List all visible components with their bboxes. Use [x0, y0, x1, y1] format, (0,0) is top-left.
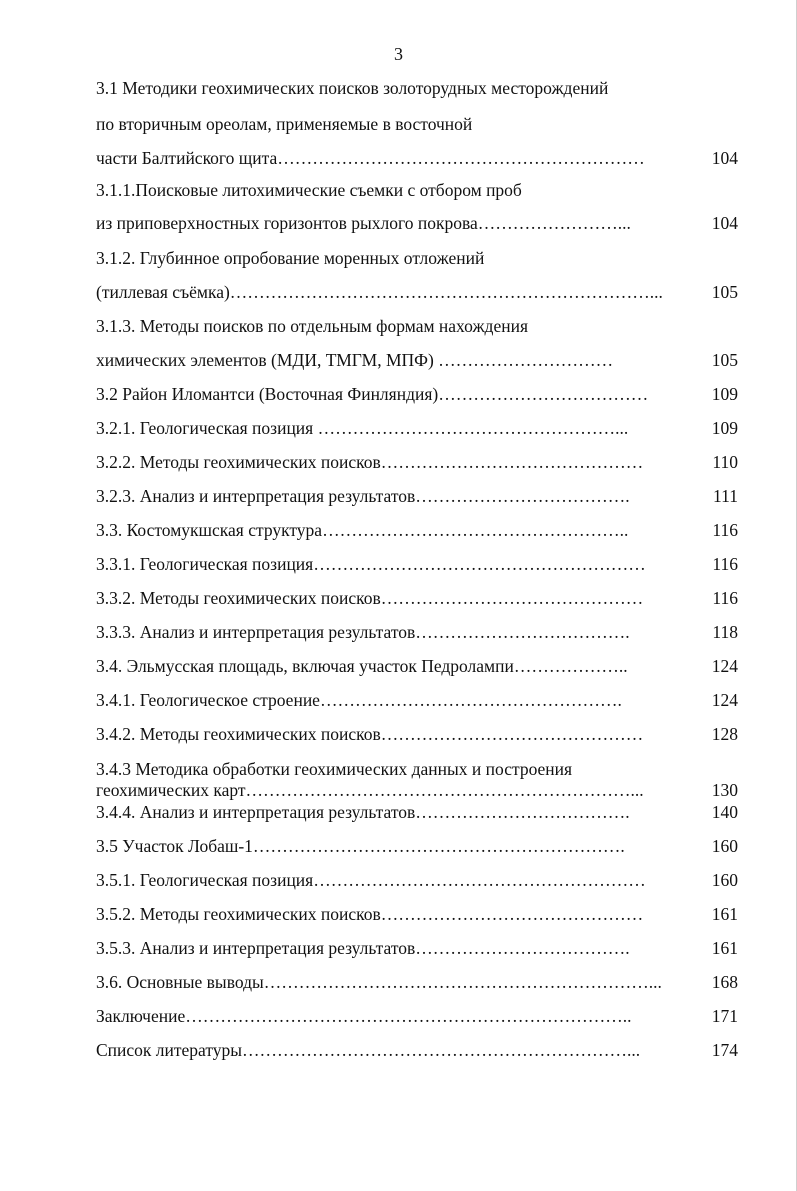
toc-entry-text: 3.1 Методики геохимических поисков золоторудных месторождений [96, 78, 609, 98]
toc-entry-text: 3.4.1. Геологическое строение……………………………………………. [96, 690, 622, 710]
toc-line [96, 724, 742, 748]
toc-entry-text: 3.5.1. Геологическая позиция………………………………………………… [96, 870, 646, 890]
toc-line [96, 870, 742, 894]
toc-page-number: 171 [711, 1006, 738, 1026]
toc-line [96, 180, 742, 200]
toc-entry-text: химических элементов (МДИ, ТМГМ, МПФ) ………………………… [96, 350, 614, 370]
toc-line [96, 350, 742, 374]
toc-page-number: 104 [711, 148, 738, 168]
toc-page-number: 105 [711, 350, 738, 370]
toc-entry-text: 3.5 Участок Лобаш-1………………………………………………………. [96, 836, 625, 856]
toc-line [96, 690, 742, 714]
toc-entry-text: 3.1.3. Методы поисков по отдельным формам нахождения [96, 316, 528, 336]
toc-line [96, 802, 742, 826]
toc-line [96, 486, 742, 510]
toc-entry-text: 3.5.3. Анализ и интерпретация результатов………………………………. [96, 938, 630, 958]
toc-line [96, 1006, 742, 1030]
toc-page-number: 116 [712, 520, 738, 540]
toc-entry-text: 3.2.1. Геологическая позиция ……………………………………………... [96, 418, 629, 438]
toc-line [96, 656, 742, 680]
toc-entry-text: 3.1.2. Глубинное опробование моренных отложений [96, 248, 485, 268]
toc-line [96, 938, 742, 962]
toc-entry-text: 3.3. Костомукшская структура…………………………………………….. [96, 520, 629, 540]
toc-entry-text: 3.2.3. Анализ и интерпретация результатов………………………………. [96, 486, 630, 506]
toc-line [96, 282, 742, 306]
toc-line [96, 780, 742, 804]
toc-entry-text: 3.3.1. Геологическая позиция………………………………………………… [96, 554, 646, 574]
toc-line [96, 972, 742, 996]
toc-entry-text: 3.1.1.Поисковые литохимические съемки с отбором проб [96, 180, 522, 200]
toc-line [96, 248, 742, 268]
toc-entry-text: 3.4.4. Анализ и интерпретация результатов………………………………. [96, 802, 630, 822]
toc-line [96, 1040, 742, 1064]
toc-page-number: 109 [711, 384, 738, 404]
toc-page-number: 104 [711, 213, 738, 233]
toc-line [96, 759, 742, 779]
page-number: 3 [394, 44, 403, 64]
toc-entry-text: 3.4.3 Методика обработки геохимических данных и построения [96, 759, 573, 779]
toc-page-number: 124 [711, 690, 738, 710]
toc-line [96, 148, 742, 172]
toc-entry-text: 3.4.2. Методы геохимических поисков……………………………………… [96, 724, 644, 744]
toc-entry-text: 3.3.3. Анализ и интерпретация результатов………………………………. [96, 622, 630, 642]
toc-entry-text: 3.2.2. Методы геохимических поисков……………………………………… [96, 452, 644, 472]
toc-line [96, 520, 742, 544]
toc-page-number: 174 [711, 1040, 738, 1060]
toc-page-number: 160 [711, 836, 738, 856]
toc-page-number: 124 [711, 656, 738, 676]
toc-line [96, 384, 742, 408]
toc-line [96, 904, 742, 928]
toc-line [96, 114, 742, 134]
toc-line [96, 213, 742, 237]
toc-page-number: 161 [711, 938, 738, 958]
toc-page-number: 110 [712, 452, 738, 472]
toc-page-number: 105 [711, 282, 738, 302]
toc-line [96, 622, 742, 646]
toc-entry-text: 3.2 Район Иломантси (Восточная Финляндия)……………………………… [96, 384, 649, 404]
toc-page-number: 116 [712, 588, 738, 608]
toc-entry-text: по вторичным ореолам, применяемые в восточной [96, 114, 473, 134]
toc-page-number: 130 [711, 780, 738, 800]
toc-entry-text: Список литературы…………………………………………………………... [96, 1040, 641, 1060]
toc-page-number: 128 [711, 724, 738, 744]
toc-line [96, 78, 742, 98]
toc-entry-text: из приповерхностных горизонтов рыхлого покрова……………………... [96, 213, 631, 233]
toc-page-number: 118 [712, 622, 738, 642]
toc-entry-text: 3.6. Основные выводы…………………………………………………………... [96, 972, 662, 992]
toc-entry-text: 3.5.2. Методы геохимических поисков……………………………………… [96, 904, 644, 924]
toc-entry-text: 3.4. Эльмусская площадь, включая участок Педролампи……………….. [96, 656, 628, 676]
toc-line [96, 588, 742, 612]
toc-page-number: 140 [711, 802, 738, 822]
toc-page-number: 160 [711, 870, 738, 890]
toc-entry-text: (тиллевая съёмка)………………………………………………………………... [96, 282, 663, 302]
toc-page-number: 109 [711, 418, 738, 438]
toc-line [96, 452, 742, 476]
toc-page-number: 168 [711, 972, 738, 992]
toc-line [96, 836, 742, 860]
toc-line [96, 418, 742, 442]
toc-page-number: 116 [712, 554, 738, 574]
toc-entry-text: 3.3.2. Методы геохимических поисков……………………………………… [96, 588, 644, 608]
toc-page-number: 161 [711, 904, 738, 924]
toc-line [96, 316, 742, 336]
toc-entry-text: геохимических карт…………………………………………………………... [96, 780, 644, 800]
toc-entry-text: части Балтийского щита……………………………………………………… [96, 148, 645, 168]
toc-line [96, 554, 742, 578]
toc-page-number: 111 [713, 486, 738, 506]
toc-entry-text: Заключение………………………………………………………………….. [96, 1006, 632, 1026]
